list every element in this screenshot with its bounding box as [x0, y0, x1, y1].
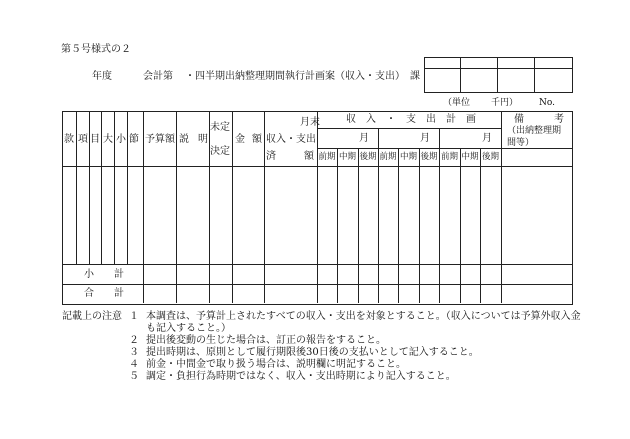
header-month-1: 月: [359, 133, 369, 144]
year-label: 年度: [92, 71, 112, 82]
header-setsu: 節: [129, 134, 139, 145]
header-explanation-2: 明: [198, 134, 208, 145]
note-number: １: [129, 311, 139, 322]
header-budget: 予算額: [145, 134, 175, 145]
period-cell: 前期: [440, 152, 458, 162]
period-cell: 後期: [481, 152, 499, 162]
header-remarks-3: 間等）: [507, 138, 535, 148]
note-text: 本調査は、予算計上されたすべての収入・支出を対象とすること。（収入については予算外収入金: [146, 311, 581, 322]
note-text: 提出後変動の生じた場合は、訂正の報告をすること。: [146, 335, 386, 346]
note-number: ５: [129, 371, 139, 382]
form-number: 第５号様式の２: [61, 44, 131, 55]
header-undecided-1: 未定: [210, 122, 230, 133]
header-month-end-1: 月末: [300, 117, 320, 128]
period-cell: 中期: [399, 152, 417, 162]
header-moku: 目: [90, 134, 100, 145]
note-number: ４: [129, 359, 139, 370]
note-text: 提出時期は、原則として履行期限後30日後の支払いとして記入すること。: [146, 347, 479, 358]
note-text: 調定・負担行為時期ではなく、収入・支出時期により記入すること。: [146, 371, 456, 382]
header-amount-2: 額: [252, 134, 262, 145]
header-month-3: 月: [482, 133, 492, 144]
subtotal-label: 小 計: [84, 269, 124, 280]
period-cell: 後期: [420, 152, 438, 162]
period-cell: 後期: [359, 152, 377, 162]
form-title: ・四半期出納整理期間執行計画案（収入・支出）: [185, 71, 405, 82]
period-cell: 前期: [318, 152, 336, 162]
header-remarks-2: （出納整理期: [507, 126, 562, 136]
dept-label: 課: [410, 71, 420, 82]
note-number: ２: [129, 335, 139, 346]
header-month-end-2: 収入・支出: [266, 134, 316, 145]
note-text: 前金・中間金で取り扱う場合は、説明欄に明記すること。: [146, 359, 406, 370]
header-amount-1: 金: [235, 134, 245, 145]
unit-value: 千円）: [491, 98, 519, 108]
header-explanation-1: 説: [179, 134, 189, 145]
total-label: 合 計: [84, 288, 124, 299]
notes-heading: 記載上の注意: [62, 311, 122, 322]
account-label: 会計第: [143, 71, 173, 82]
header-month-end-4: 額: [304, 151, 314, 162]
period-cell: 中期: [461, 152, 479, 162]
period-cell: 前期: [379, 152, 397, 162]
period-cell: 中期: [338, 152, 356, 162]
header-plan: 収 入 ・ 支 出 計 画: [346, 114, 476, 125]
note-text: も記入すること。）: [146, 323, 231, 334]
header-month-end-3: 済: [266, 151, 276, 162]
header-month-2: 月: [420, 133, 430, 144]
unit-label: （単位: [443, 98, 471, 108]
header-dai: 大: [103, 134, 113, 145]
header-kou: 項: [78, 134, 88, 145]
page-number-label: No.: [539, 98, 555, 108]
header-remarks-1: 備 考: [514, 114, 564, 125]
header-sho: 小: [116, 134, 126, 145]
header-kan: 款: [64, 134, 74, 145]
header-undecided-2: 決定: [210, 146, 230, 157]
note-number: ３: [129, 347, 139, 358]
